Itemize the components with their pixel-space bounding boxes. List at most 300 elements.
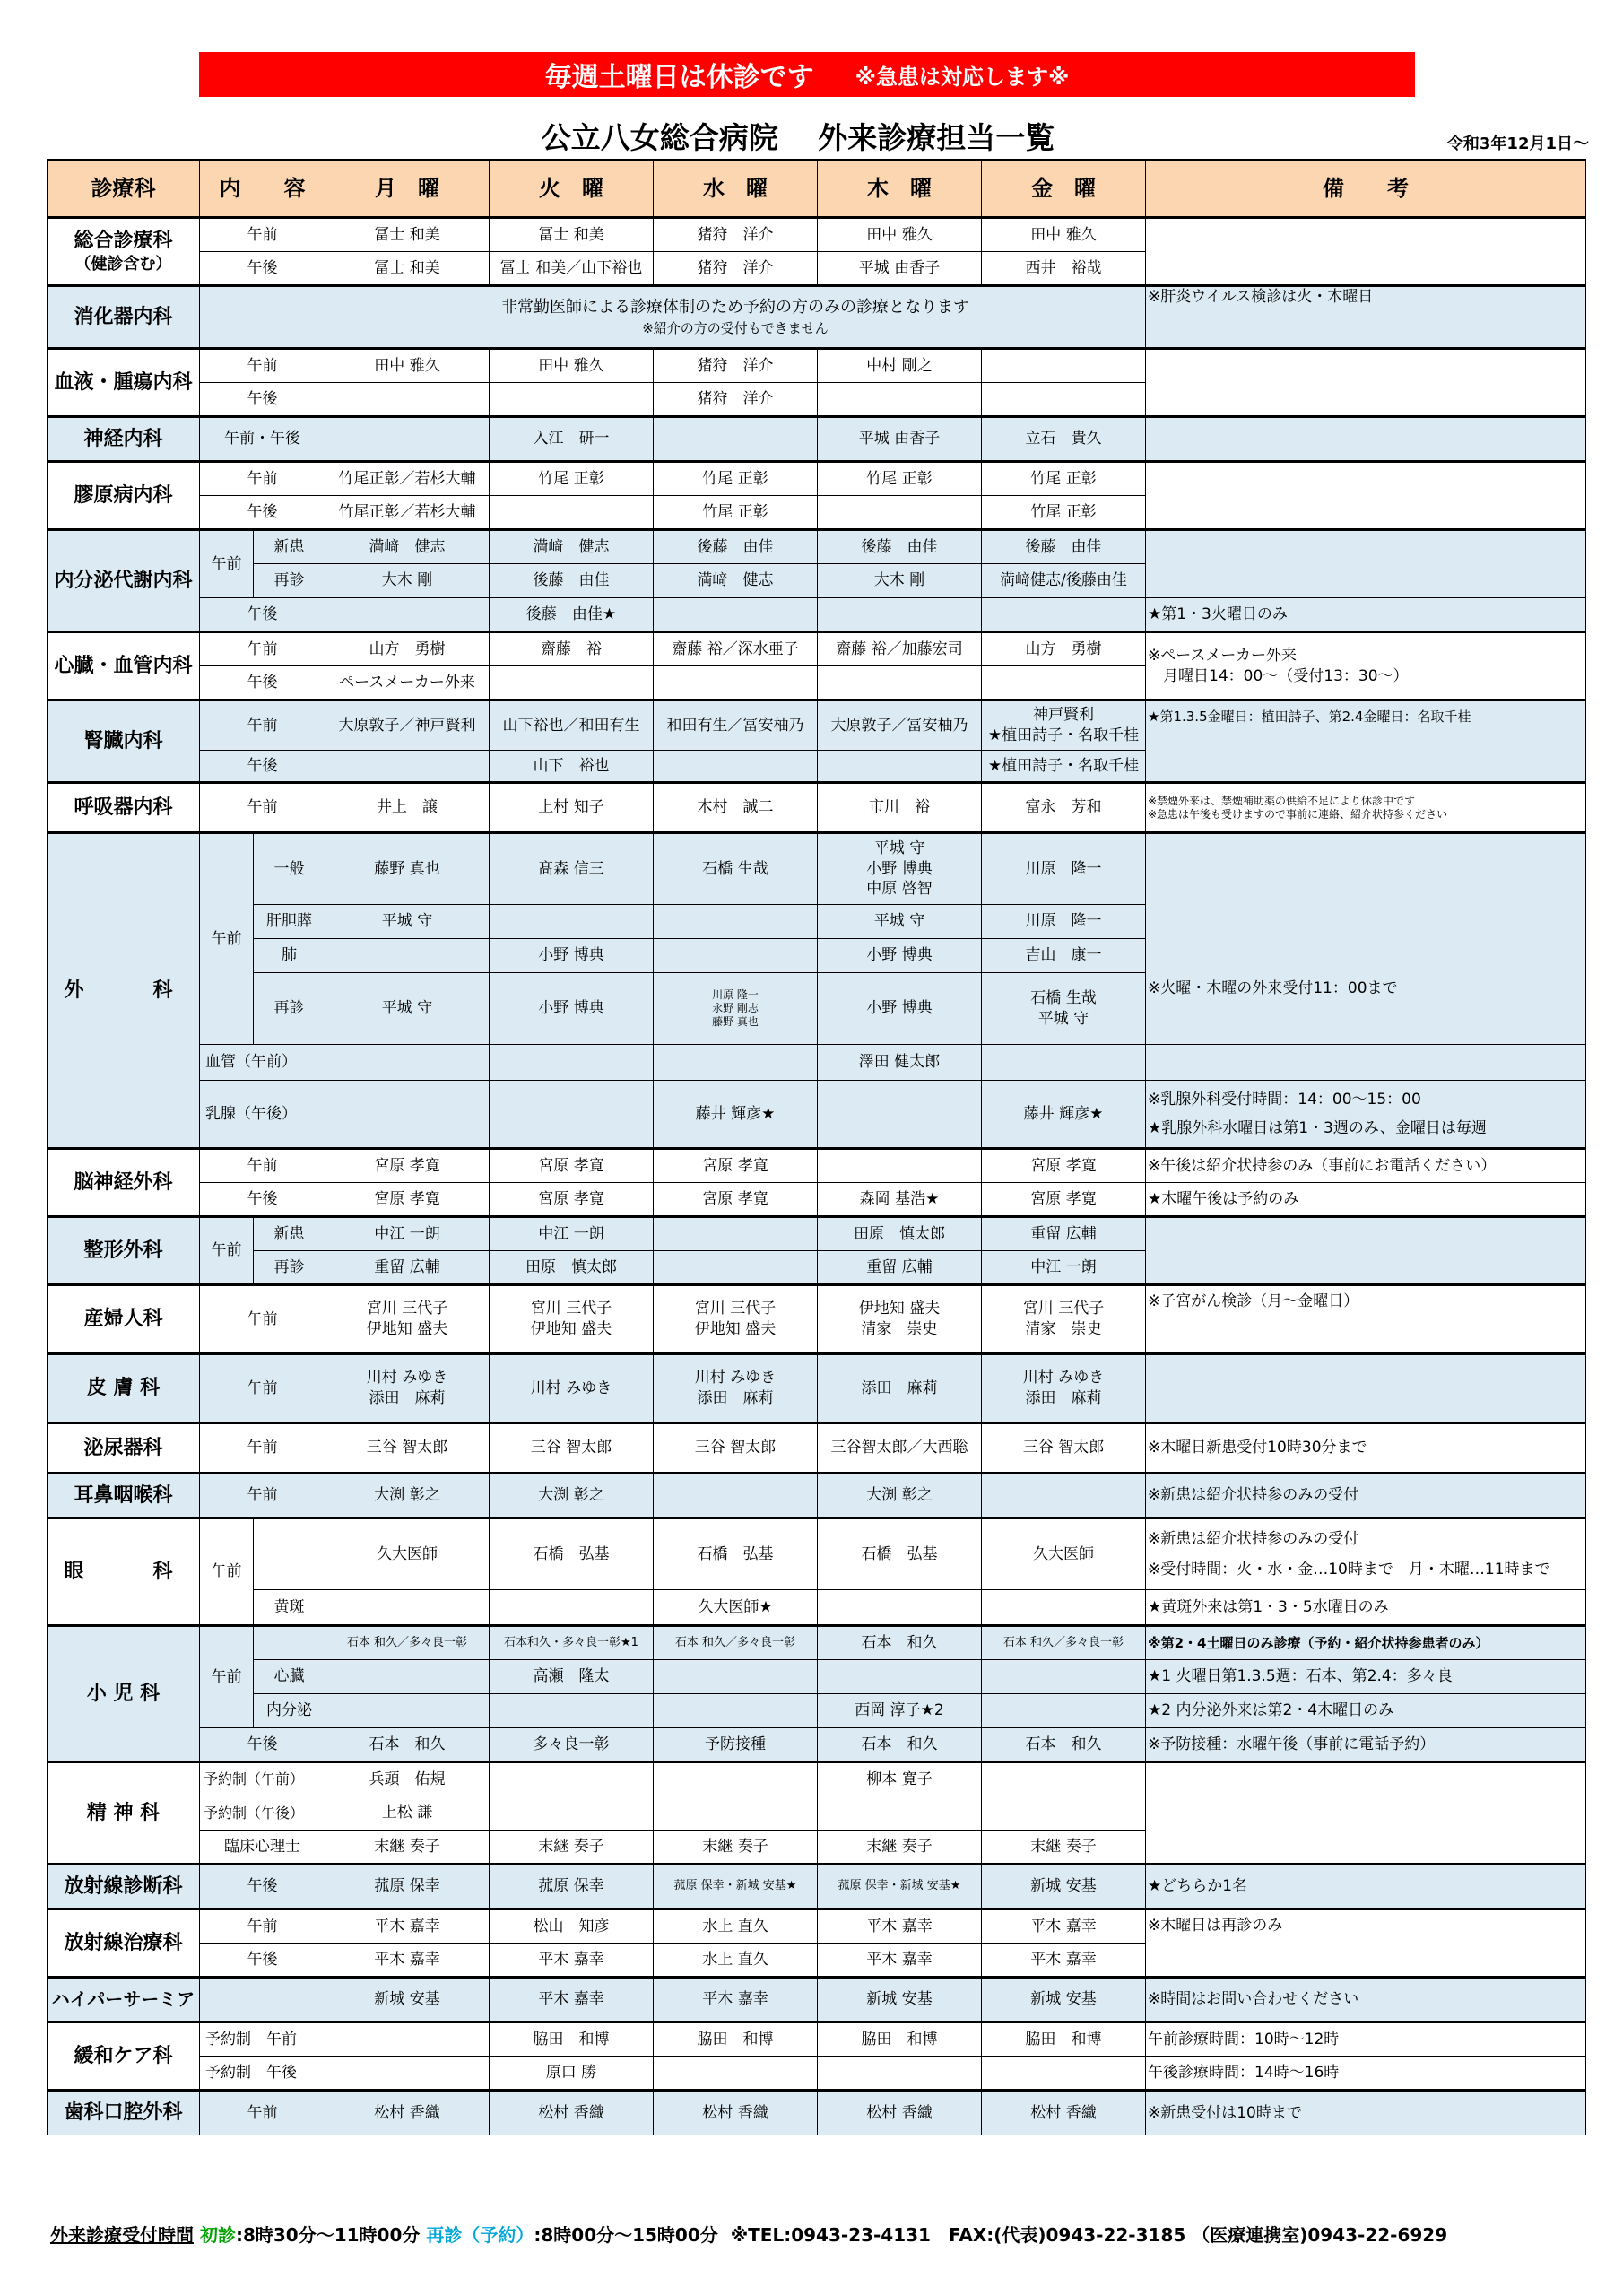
cell: 末継 奏子 — [654, 1831, 818, 1865]
dept-cell: 眼 科 — [48, 1518, 200, 1626]
cell: 竹尾 正彰 — [818, 462, 982, 496]
cell: 石橋 弘基 — [490, 1518, 654, 1590]
cell — [818, 833, 982, 905]
cell: 三谷 智太郎 — [654, 1423, 818, 1474]
cell-line: 伊地知 盛夫 — [366, 1320, 448, 1338]
cell: 新城 安基 — [818, 1978, 982, 2022]
cell — [654, 1354, 818, 1423]
cell: 重留 広輔 — [982, 1217, 1146, 1251]
sub-label: 再診 — [254, 973, 325, 1045]
note-cell — [1146, 1081, 1586, 1149]
cell: 井上 譲 — [325, 783, 490, 833]
dept-cell: ハイパーサーミア — [48, 1978, 200, 2022]
note-cell: ※子宮がん検診（月～金曜日） — [1146, 1285, 1586, 1354]
note-line: ※受付時間：火・水・金…10時まで 月・木曜…11時まで — [1148, 1561, 1550, 1578]
cell: 木村 誠二 — [654, 783, 818, 833]
cell: 石橋 弘基 — [654, 1518, 818, 1590]
time-label: 予約制 午後 — [200, 2057, 325, 2091]
sub-label: 黄斑 — [254, 1590, 325, 1626]
cell — [490, 383, 654, 417]
cell: 三谷智太郎／大西聡 — [818, 1423, 982, 1474]
cell: 大渕 彰之 — [325, 1474, 490, 1518]
time-label: 午後 — [200, 496, 325, 530]
note-line: ※禁煙外来は、禁煙補助薬の供給不足により休診中です — [1148, 794, 1416, 807]
cell: 平木 嘉幸 — [818, 1944, 982, 1978]
cell: 大木 剛 — [818, 564, 982, 598]
cell: 中江 一朗 — [325, 1217, 490, 1251]
sub-label: 新患 — [254, 530, 325, 564]
cell: 宮原 孝寛 — [490, 1149, 654, 1183]
cell — [654, 1217, 818, 1251]
note-cell — [1146, 1518, 1586, 1590]
cell-line: 川原 隆一 — [712, 988, 759, 1001]
cell: 川村 みゆき — [490, 1354, 654, 1423]
cell: 後藤 由佳 — [654, 530, 818, 564]
cell: 上松 謙 — [325, 1796, 490, 1831]
cell — [490, 1285, 654, 1354]
time-label: 午前 — [200, 783, 325, 833]
time-label — [200, 1978, 325, 2022]
sub-label: 一般 — [254, 833, 325, 905]
cell: 新城 安基 — [325, 1978, 490, 2022]
sub-label — [254, 1518, 325, 1590]
cell — [490, 496, 654, 530]
cell — [982, 2057, 1146, 2091]
cell: 田中 雅久 — [490, 349, 654, 383]
cell: 髙森 信三 — [490, 833, 654, 905]
cell: 大原敦子／神戸賢利 — [325, 700, 490, 751]
cell — [325, 2057, 490, 2091]
cell-line: 添田 麻莉 — [1025, 1389, 1102, 1407]
cell — [818, 1081, 982, 1149]
sub-label: 再診 — [254, 1251, 325, 1285]
cell — [654, 666, 818, 700]
cell — [818, 1796, 982, 1831]
table-row — [48, 2057, 1586, 2091]
cell: 満﨑健志/後藤由佳 — [982, 564, 1146, 598]
cell: 平城 守 — [325, 905, 490, 939]
dept-name: 総合診療科 — [74, 229, 173, 252]
cell: 菰原 保幸 — [490, 1865, 654, 1909]
cell: ペースメーカー外来 — [325, 666, 490, 700]
note-cell — [1146, 349, 1586, 417]
cell: 宮原 孝寛 — [654, 1149, 818, 1183]
cell: 水上 直久 — [654, 1909, 818, 1944]
cell: 石本 和久／多々良一彰 — [325, 1626, 490, 1660]
cell — [325, 1354, 490, 1423]
dept-cell: 産婦人科 — [48, 1285, 200, 1354]
cell — [982, 700, 1146, 751]
table-row — [48, 1762, 1586, 1796]
shoka-line2: ※紹介の方の受付もできません — [642, 319, 829, 336]
cell: 菰原 保幸・新城 安基★ — [654, 1865, 818, 1909]
cell: 齋藤 裕／加藤宏司 — [818, 632, 982, 666]
cell — [325, 1045, 490, 1081]
cell: 平木 嘉幸 — [490, 1944, 654, 1978]
cell: 藤井 輝彦★ — [982, 1081, 1146, 1149]
cell-line: 藤野 真也 — [712, 1015, 759, 1028]
cell: 田中 雅久 — [982, 218, 1146, 252]
table-row — [48, 1978, 1586, 2022]
cell: 川原 隆一 — [982, 833, 1146, 905]
cell: 平城 由香子 — [818, 252, 982, 286]
cell: 西岡 淳子★2 — [818, 1694, 982, 1728]
note-cell: ※肝炎ウイルス検診は火・木曜日 — [1146, 286, 1586, 349]
dept-cell: 小 児 科 — [48, 1626, 200, 1762]
cell: 冨士 和美 — [490, 218, 654, 252]
time-label: 午後 — [200, 598, 325, 632]
cell — [982, 1762, 1146, 1796]
cell — [654, 1285, 818, 1354]
note-line: ※火曜・木曜の外来受付11：00まで — [1148, 978, 1398, 997]
cell — [325, 1694, 490, 1728]
cell — [982, 1285, 1146, 1354]
table-row — [48, 1474, 1586, 1518]
cell: 平城 守 — [325, 973, 490, 1045]
dept-cell: 緩和ケア科 — [48, 2022, 200, 2091]
cell: 入江 研一 — [490, 417, 654, 462]
dept-cell: 精 神 科 — [48, 1762, 200, 1865]
cell — [982, 1660, 1146, 1694]
cell-line: 清家 崇史 — [861, 1320, 938, 1338]
cell: 多々良一彰 — [490, 1728, 654, 1762]
cell: 中村 剛之 — [818, 349, 982, 383]
cell: 冨士 和美 — [325, 218, 490, 252]
note-line: ※乳腺外科受付時間：14：00～15：00 — [1148, 1090, 1421, 1109]
time-label: 予約制（午後） — [200, 1796, 325, 1831]
time-label: 血管（午前） — [200, 1045, 325, 1081]
cell: 末継 奏子 — [490, 1831, 654, 1865]
cell — [982, 1590, 1146, 1626]
cell-line: 平城 守 — [873, 839, 925, 857]
cell — [982, 1045, 1146, 1081]
cell: 石本 和久 — [325, 1728, 490, 1762]
sub-label: 新患 — [254, 1217, 325, 1251]
cell: 満﨑 健志 — [325, 530, 490, 564]
time-label: 午後 — [200, 666, 325, 700]
cell: 久大医師 — [325, 1518, 490, 1590]
cell: 竹尾 正彰 — [654, 462, 818, 496]
cell: 添田 麻莉 — [818, 1354, 982, 1423]
note-cell — [1146, 417, 1586, 462]
cell-line: 永野 剛志 — [712, 1002, 759, 1014]
note-cell — [1146, 783, 1586, 833]
cell: 石本 和久／多々良一彰 — [654, 1626, 818, 1660]
table-row — [48, 1217, 1586, 1251]
cell-line: ★植田詩子・名取千桂 — [987, 726, 1140, 744]
dept-cell: 消化器内科 — [48, 286, 200, 349]
cell: 平木 嘉幸 — [654, 1978, 818, 2022]
dept-cell: 耳鼻咽喉科 — [48, 1474, 200, 1518]
cell: 松村 香織 — [490, 2091, 654, 2135]
sub-label — [254, 1626, 325, 1660]
cell: 猪狩 洋介 — [654, 252, 818, 286]
cell — [818, 598, 982, 632]
cell: 平木 嘉幸 — [982, 1909, 1146, 1944]
cell — [325, 1081, 490, 1149]
cell: 柳本 寛子 — [818, 1762, 982, 1796]
sub-label: 再診 — [254, 564, 325, 598]
time-label: 午前 — [200, 530, 254, 598]
table-row — [48, 700, 1586, 751]
cell — [490, 666, 654, 700]
cell — [325, 598, 490, 632]
time-label: 午前 — [200, 1474, 325, 1518]
cell: 竹尾 正彰 — [982, 496, 1146, 530]
cell-line: 川村 みゆき — [366, 1369, 448, 1387]
time-label: 午後 — [200, 1865, 325, 1909]
time-label — [200, 286, 325, 349]
time-label: 臨床心理士 — [200, 1831, 325, 1865]
cell: 齋藤 裕／深水亜子 — [654, 632, 818, 666]
cell — [490, 1045, 654, 1081]
cell-line: 平城 守 — [1037, 1009, 1089, 1028]
table-row — [48, 2022, 1586, 2057]
cell — [818, 751, 982, 783]
cell — [654, 1762, 818, 1796]
cell: 山方 勇樹 — [325, 632, 490, 666]
cell: 田中 雅久 — [325, 349, 490, 383]
time-label: 午前・午後 — [200, 417, 325, 462]
cell: 宮原 孝寛 — [982, 1149, 1146, 1183]
time-label: 午前 — [200, 349, 325, 383]
cell: 原口 勝 — [490, 2057, 654, 2091]
cell: 宮原 孝寛 — [325, 1149, 490, 1183]
note-cell: ※木曜日新患受付10時30分まで — [1146, 1423, 1586, 1474]
note-cell: ※午後は紹介状持参のみ（事前にお電話ください） — [1146, 1149, 1586, 1183]
cell-line: 川村 みゆき — [694, 1369, 777, 1387]
cell: 新城 安基 — [982, 1978, 1146, 2022]
time-label: 午前 — [200, 1518, 254, 1626]
table-row — [48, 1626, 1586, 1660]
table-row — [48, 1660, 1586, 1694]
cell — [818, 383, 982, 417]
table-row — [48, 1423, 1586, 1474]
note-cell: ★1 火曜日第1.3.5週：石本、第2.4：多々良 — [1146, 1660, 1586, 1694]
cell: 後藤 由佳 — [818, 530, 982, 564]
cell: 石本 和久 — [818, 1728, 982, 1762]
cell — [982, 973, 1146, 1045]
closed-saturday-banner — [199, 52, 1415, 97]
page-title: 公立八女総合病院 外来診療担当一覧 — [541, 120, 1055, 155]
cell: 藤井 輝彦★ — [654, 1081, 818, 1149]
cell: 平木 嘉幸 — [818, 1909, 982, 1944]
cell — [490, 1694, 654, 1728]
cell: 齋藤 裕 — [490, 632, 654, 666]
dept-cell: 血液・腫瘍内科 — [48, 349, 200, 417]
cell: 松村 香織 — [654, 2091, 818, 2135]
dept-cell: 腎臓内科 — [48, 700, 200, 783]
cell — [325, 383, 490, 417]
time-label: 午後 — [200, 1183, 325, 1217]
cell: 後藤 由佳★ — [490, 598, 654, 632]
cell — [325, 1285, 490, 1354]
note-cell — [1146, 462, 1586, 530]
header-mon: 月 曜 — [325, 160, 490, 218]
cell: 宮原 孝寛 — [982, 1183, 1146, 1217]
cell — [654, 1660, 818, 1694]
sub-label: 肺 — [254, 939, 325, 973]
cell: 西井 裕哉 — [982, 252, 1146, 286]
cell: 藤野 真也 — [325, 833, 490, 905]
cell-line: 伊地知 盛夫 — [858, 1300, 941, 1318]
header-thu: 木 曜 — [818, 160, 982, 218]
banner-main: 毎週土曜日は休診です — [544, 62, 814, 93]
cell: 菰原 保幸 — [325, 1865, 490, 1909]
cell: 川原 隆一 — [982, 905, 1146, 939]
time-label: 午前 — [200, 1217, 254, 1285]
cell — [654, 1474, 818, 1518]
cell — [490, 905, 654, 939]
cell: 石橋 生哉 — [654, 833, 818, 905]
cell: 中江 一朗 — [490, 1217, 654, 1251]
time-label: 午前 — [200, 462, 325, 496]
cell-line: 宮川 三代子 — [366, 1300, 448, 1318]
cell: 宮原 孝寛 — [654, 1183, 818, 1217]
cell: 後藤 由佳 — [490, 564, 654, 598]
cell — [325, 939, 490, 973]
cell-line: 清家 崇史 — [1025, 1320, 1102, 1338]
cell: 大原敦子／冨安柚乃 — [818, 700, 982, 751]
cell: ★植田詩子・名取千桂 — [982, 751, 1146, 783]
footer-shoshin-time: :8時30分～11時00分 — [235, 2224, 421, 2246]
cell: 石橋 弘基 — [818, 1518, 982, 1590]
dept-cell: 皮 膚 科 — [48, 1354, 200, 1423]
cell: 松村 香織 — [325, 2091, 490, 2135]
time-label: 午前 — [200, 1909, 325, 1944]
table-row — [48, 1694, 1586, 1728]
cell: 和田有生／冨安柚乃 — [654, 700, 818, 751]
note-line: ※急患は午後も受けますので事前に連絡、紹介状持参ください — [1148, 807, 1448, 821]
cell: 山下裕也／和田有生 — [490, 700, 654, 751]
cell: 竹尾 正彰 — [490, 462, 654, 496]
dept-cell: 脳神経外科 — [48, 1149, 200, 1217]
cell — [490, 1590, 654, 1626]
cell: 満﨑 健志 — [654, 564, 818, 598]
dept-cell: 内分泌代謝内科 — [48, 530, 200, 632]
time-label: 午前 — [200, 1354, 325, 1423]
table-row — [48, 1518, 1586, 1590]
cell — [654, 905, 818, 939]
cell — [490, 1081, 654, 1149]
cell — [818, 2057, 982, 2091]
cell: 平木 嘉幸 — [325, 1909, 490, 1944]
cell — [325, 751, 490, 783]
cell: 新城 安基 — [982, 1865, 1146, 1909]
cell — [325, 1590, 490, 1626]
cell: 上村 知子 — [490, 783, 654, 833]
cell — [818, 1590, 982, 1626]
time-label: 乳腺（午後） — [200, 1081, 325, 1149]
cell: 脇田 和博 — [982, 2022, 1146, 2057]
note-cell — [1146, 833, 1586, 1045]
cell: 吉山 康一 — [982, 939, 1146, 973]
note-cell: ※第2・4土曜日のみ診療（予約・紹介状持参患者のみ） — [1146, 1626, 1586, 1660]
table-row — [48, 1285, 1586, 1354]
footer-shoshin: 初診 — [199, 2224, 236, 2246]
cell — [982, 1354, 1146, 1423]
note-cell: ★どちらか1名 — [1146, 1865, 1586, 1909]
time-label: 午前 — [200, 2091, 325, 2135]
footer-reception-hours — [50, 2221, 1447, 2247]
cell: 田原 慎太郎 — [818, 1217, 982, 1251]
cell: 石本 和久 — [818, 1626, 982, 1660]
time-label: 午前 — [200, 1423, 325, 1474]
table-row — [48, 349, 1586, 383]
cell — [818, 1285, 982, 1354]
cell: 重留 広輔 — [818, 1251, 982, 1285]
cell: 猪狩 洋介 — [654, 383, 818, 417]
sub-label: 内分泌 — [254, 1694, 325, 1728]
footer-saishin: 再診（予約） — [426, 2224, 534, 2246]
cell: 田中 雅久 — [818, 218, 982, 252]
cell-line: 伊地知 盛夫 — [694, 1320, 777, 1338]
time-label: 午前 — [200, 632, 325, 666]
cell: 小野 博典 — [490, 973, 654, 1045]
sub-label: 心臓 — [254, 1660, 325, 1694]
note-cell — [1146, 1217, 1586, 1285]
cell: 満﨑 健志 — [490, 530, 654, 564]
cell: 重留 広輔 — [325, 1251, 490, 1285]
cell — [982, 598, 1146, 632]
cell — [982, 1694, 1146, 1728]
cell: 小野 博典 — [818, 939, 982, 973]
cell: 脇田 和博 — [490, 2022, 654, 2057]
cell: 澤田 健太郎 — [818, 1045, 982, 1081]
note-cell: ★第1・3火曜日のみ — [1146, 598, 1586, 632]
header-tue: 火 曜 — [490, 160, 654, 218]
cell: 三谷 智太郎 — [982, 1423, 1146, 1474]
note-cell: ※新患受付は10時まで — [1146, 2091, 1586, 2135]
note-cell: ※時間はお問い合わせください — [1146, 1978, 1586, 2022]
cell: 竹尾正彰／若杉大輔 — [325, 496, 490, 530]
time-label: 午後 — [200, 383, 325, 417]
cell-line: 宮川 三代子 — [694, 1300, 777, 1318]
cell: 竹尾正彰／若杉大輔 — [325, 462, 490, 496]
table-row — [48, 598, 1586, 632]
cell: 三谷 智太郎 — [490, 1423, 654, 1474]
cell-line: 宮川 三代子 — [1022, 1300, 1105, 1318]
cell: 大渕 彰之 — [818, 1474, 982, 1518]
dept-cell: 呼吸器内科 — [48, 783, 200, 833]
cell: 脇田 和博 — [654, 2022, 818, 2057]
table-row — [48, 1183, 1586, 1217]
cell — [490, 1796, 654, 1831]
note-line: ★乳腺外科水曜日は第1・3週のみ、金曜日は毎週 — [1148, 1119, 1487, 1137]
table-row — [48, 632, 1586, 666]
cell — [818, 496, 982, 530]
note-spacer — [1148, 880, 1584, 978]
note-line: ※新患は紹介状持参のみの受付 — [1148, 1530, 1359, 1548]
header-wed: 水 曜 — [654, 160, 818, 218]
cell — [654, 1251, 818, 1285]
dept-cell: 心臓・血管内科 — [48, 632, 200, 700]
table-row — [48, 1354, 1586, 1423]
cell: 猪狩 洋介 — [654, 349, 818, 383]
table-row — [48, 530, 1586, 564]
time-label: 午前 — [200, 218, 325, 252]
cell: 平木 嘉幸 — [490, 1978, 654, 2022]
cell — [325, 1660, 490, 1694]
time-label: 午後 — [200, 1728, 325, 1762]
header-fri: 金 曜 — [982, 160, 1146, 218]
time-label: 予約制 午前 — [200, 2022, 325, 2057]
header-dept: 診療科 — [48, 160, 200, 218]
cell — [490, 1762, 654, 1796]
cell — [982, 383, 1146, 417]
cell: 立石 貴久 — [982, 417, 1146, 462]
header-row — [48, 160, 1586, 218]
